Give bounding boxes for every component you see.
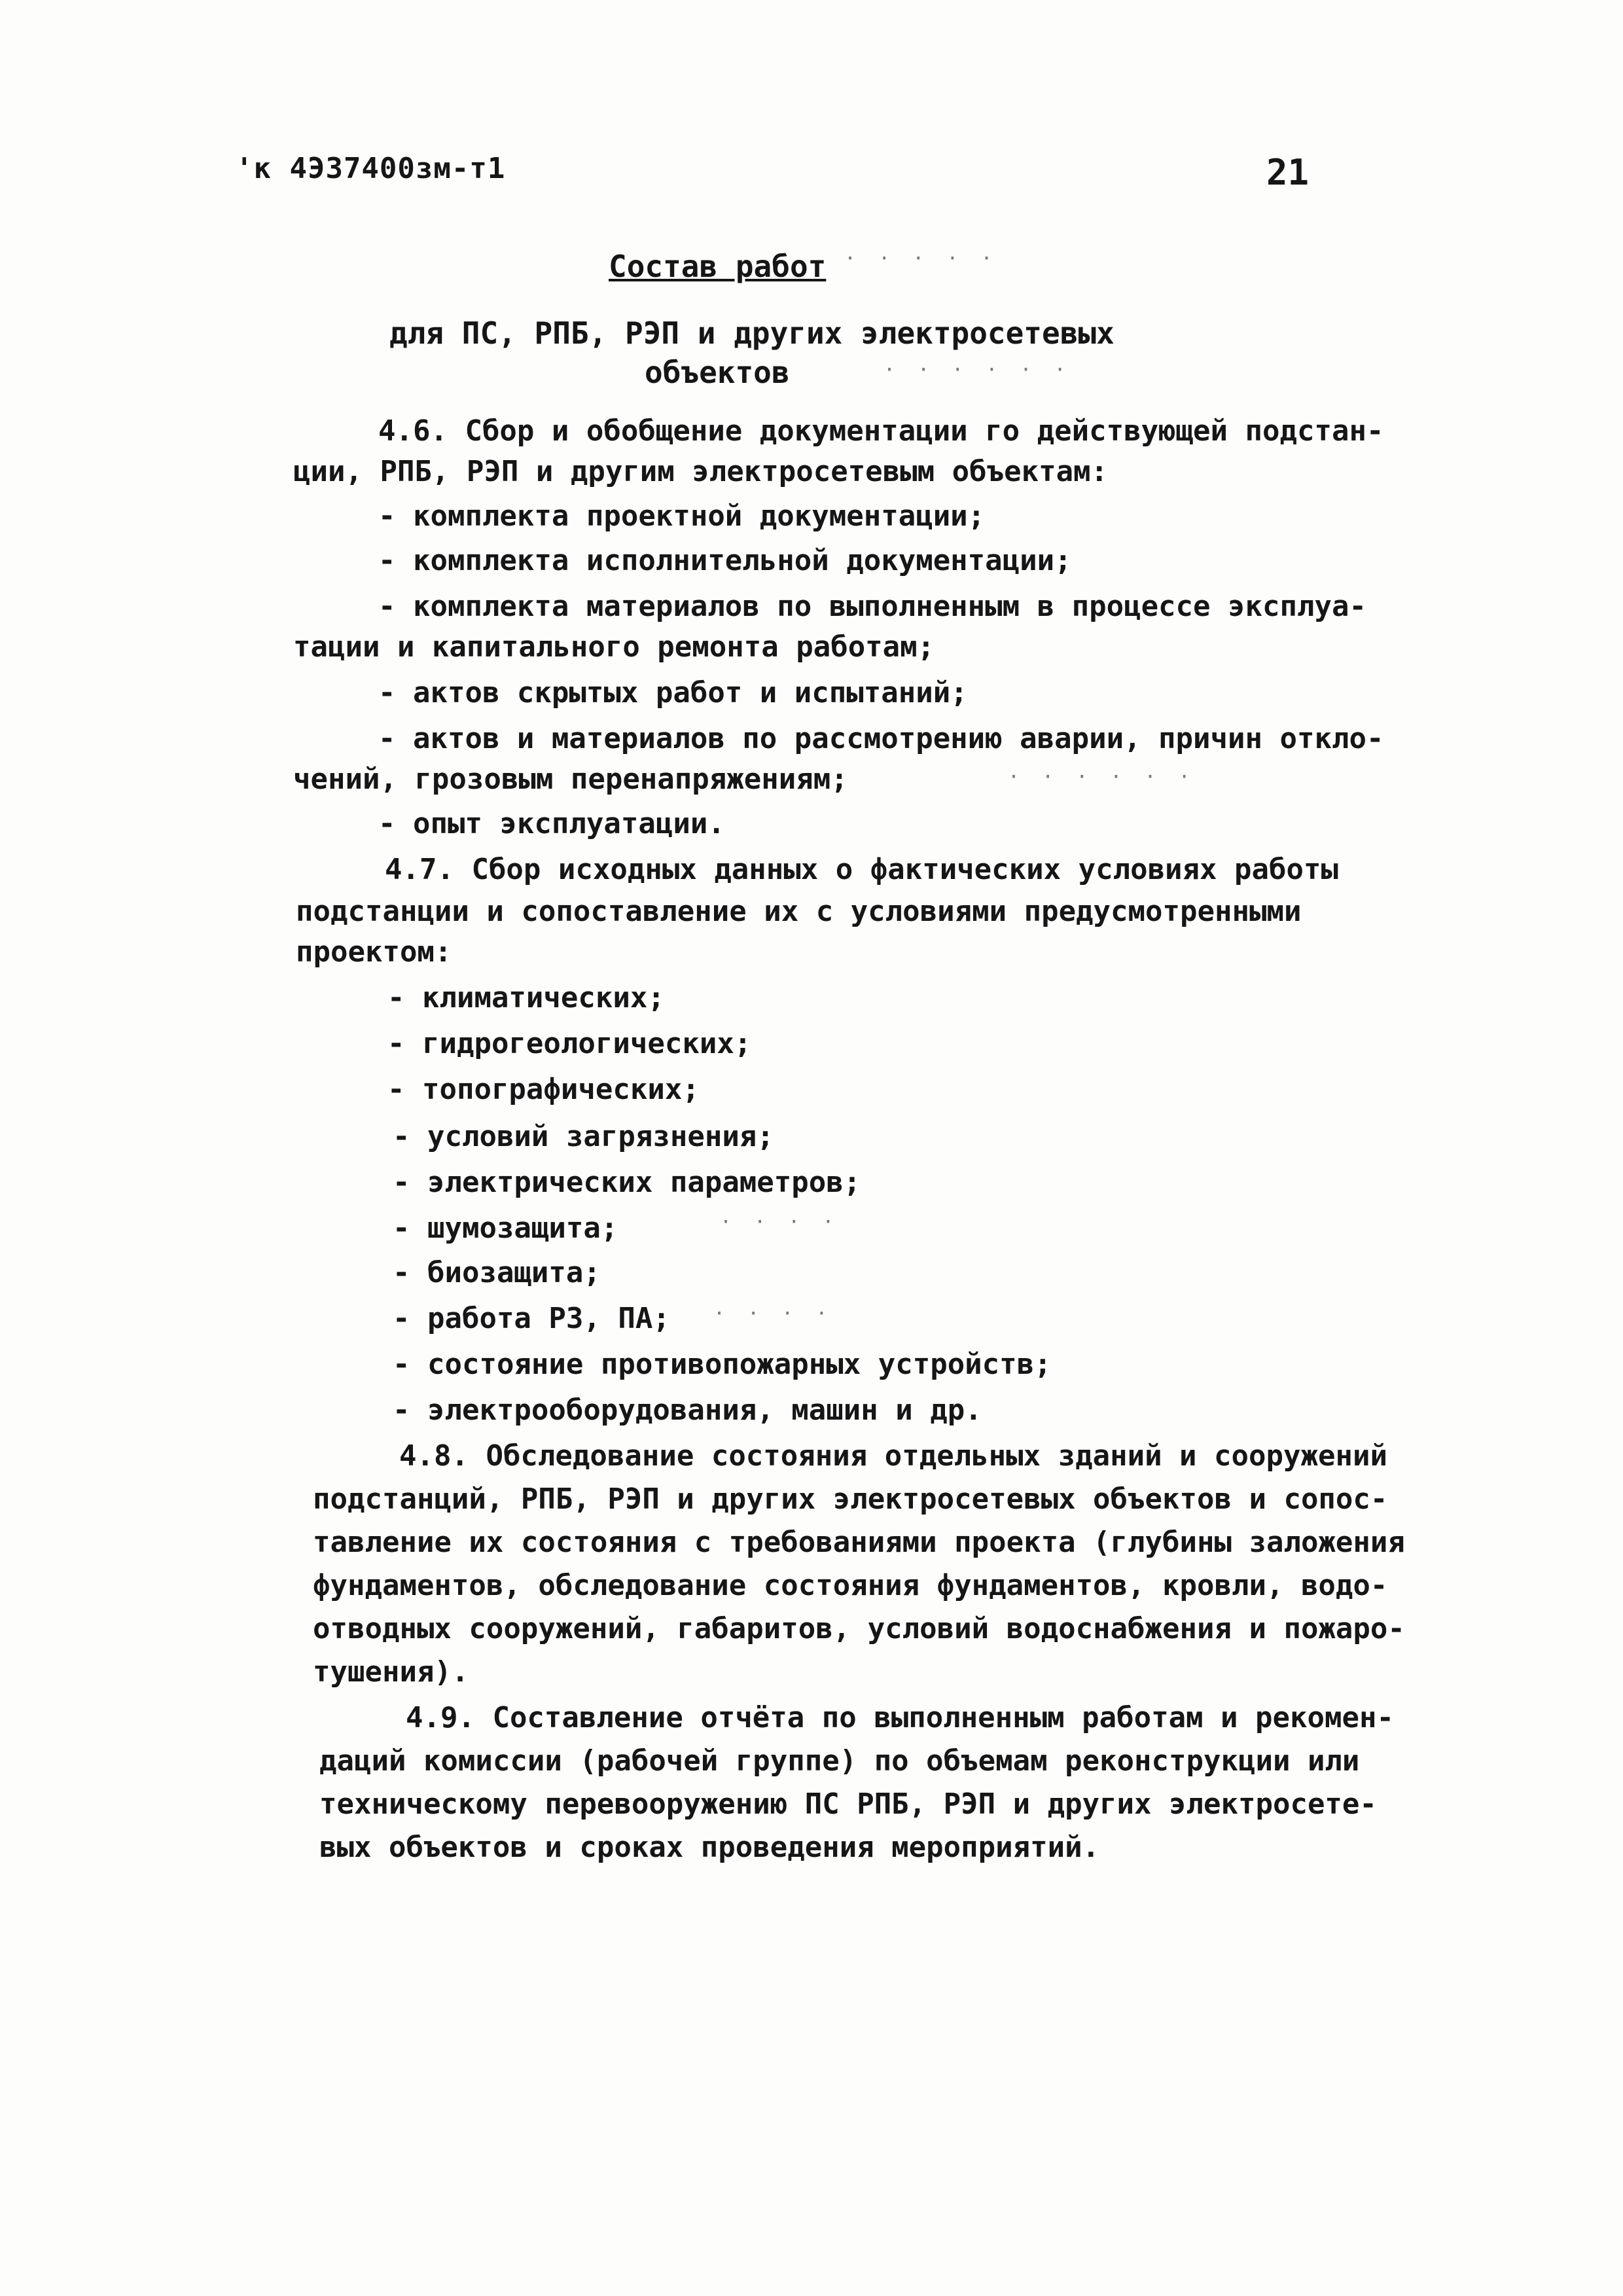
section-subtitle-line-1: для ПС, РПБ, РЭП и других электросетевых <box>389 315 1115 351</box>
list-item-continuation: тации и капитального ремонта работам; <box>293 630 935 664</box>
document-code: 'к 4Э37400зм-т1 <box>236 152 506 185</box>
list-item: - биозащита; <box>393 1256 601 1289</box>
paragraph-4-7-line: проектом: <box>296 935 452 969</box>
paragraph-4-7-line: подстанции и сопоставление их с условиями предусмотренными <box>296 895 1302 928</box>
paragraph-4-9-line: вых объектов и сроках проведения мероприятий. <box>319 1831 1100 1864</box>
paragraph-4-6-line: 4.6. Сбор и обобщение документации го действующей подстан- <box>378 414 1384 448</box>
scan-noise: · · · · <box>713 1302 833 1325</box>
paragraph-4-8-line: тушения). <box>313 1655 469 1689</box>
scan-noise: · · · · · · <box>1008 766 1196 789</box>
paragraph-4-9-line: 4.9. Составление отчёта по выполненным работам и рекомен- <box>406 1701 1394 1734</box>
paragraph-4-8-line: 4.8. Обследование состояния отдельных зданий и сооружений <box>399 1439 1387 1473</box>
list-item: - топографических; <box>387 1073 700 1106</box>
paragraph-4-8-line: фундаментов, обследование состояния фундаментов, кровли, водо- <box>313 1569 1388 1602</box>
list-item: - актов скрытых работ и испытаний; <box>378 676 968 709</box>
list-item: - состояние противопожарных устройств; <box>393 1348 1052 1381</box>
paragraph-4-8-line: подстанций, РПБ, РЭП и других электросетевых объектов и сопос- <box>313 1482 1388 1516</box>
list-item: - гидрогеологических; <box>387 1027 752 1060</box>
section-subtitle-line-2: объектов <box>645 355 790 390</box>
paragraph-4-7-line: 4.7. Сбор исходных данных о фактических условиях работы <box>385 853 1338 886</box>
paragraph-4-6-line: ции, РПБ, РЭП и другим электросетевым объектам: <box>293 455 1109 488</box>
list-item: - условий загрязнения; <box>393 1120 774 1153</box>
page-number: 21 <box>1266 152 1310 193</box>
scan-noise: · · · · · · <box>883 359 1071 382</box>
section-title: Состав работ <box>609 249 827 284</box>
paragraph-4-8-line: отводных сооружений, габаритов, условий водоснабжения и пожаро- <box>313 1612 1405 1645</box>
list-item: - комплекта материалов по выполненным в процессе эксплуа- <box>378 590 1366 623</box>
list-item: - опыт эксплуатации. <box>378 807 725 840</box>
list-item: - климатических; <box>387 981 665 1014</box>
paragraph-4-9-line: техническому перевооружению ПС РПБ, РЭП и других электросете- <box>319 1787 1377 1821</box>
list-item: - комплекта проектной документации; <box>378 499 986 533</box>
list-item: - работа РЗ, ПА; <box>393 1302 670 1335</box>
list-item: - шумозащита; <box>393 1211 618 1245</box>
paragraph-4-9-line: даций комиссии (рабочей группе) по объемам реконструкции или <box>319 1744 1360 1778</box>
list-item: - комплекта исполнительной документации; <box>378 544 1072 577</box>
scan-noise: · · · · <box>720 1211 840 1234</box>
list-item-continuation: чений, грозовым перенапряжениям; <box>293 762 848 796</box>
list-item: - электрооборудования, машин и др. <box>393 1393 982 1427</box>
list-item: - актов и материалов по рассмотрению аварии, причин откло- <box>378 722 1384 755</box>
list-item: - электрических параметров; <box>393 1166 861 1199</box>
paragraph-4-8-line: тавление их состояния с требованиями проекта (глубины заложения <box>313 1526 1405 1559</box>
scan-noise: · · · · · <box>844 247 998 270</box>
